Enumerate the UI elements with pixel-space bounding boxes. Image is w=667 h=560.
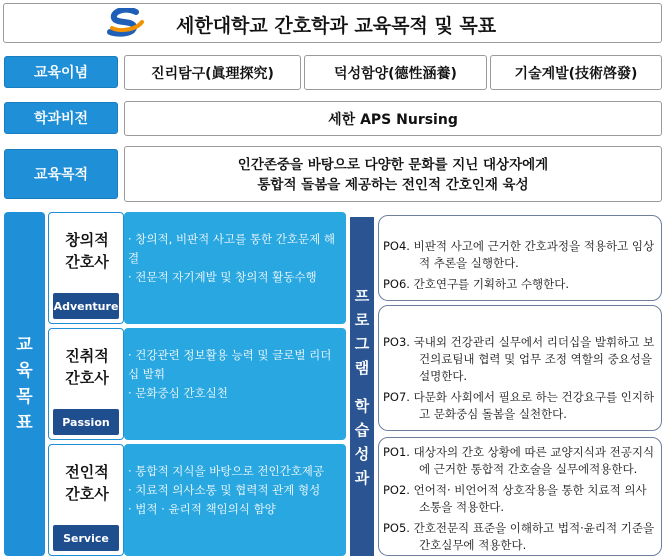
philosophy-item-virtue: 덕성함양(德性涵養) — [304, 55, 487, 90]
university-logo-icon — [106, 8, 146, 40]
philosophy-label: 교육이념 — [4, 56, 118, 88]
goal-tag-passion: Passion — [53, 409, 119, 435]
philosophy-item-skill: 기술계발(技術啓發) — [490, 55, 662, 90]
outcome-group-holistic: PO1. 대상자의 간호 상황에 따른 교양지식과 전공지식에 근거한 통합적 간호술을 실무에적용한다. PO2. 언어적· 비언어적 상호작용을 통한 치료적 의사소통을 적용한다. PO5. 간호전문직 표준을 이해하고 법적·윤리적 기준을 간호실무에 적용한다. — [378, 437, 662, 556]
goal-progressive — [48, 328, 346, 440]
goal-tag-service: Service — [53, 525, 119, 551]
outcome-group-creative: PO4. 비판적 사고에 근거한 간호과정을 적용하고 임상적 추론을 실행한다. PO6. 간호연구를 기획하고 수행한다. — [378, 215, 662, 301]
goal-creative — [48, 212, 346, 324]
goal-name-box: 전인적 간호사 Service — [48, 444, 124, 556]
goal-description: · 통합적 지식을 바탕으로 전인간호제공 · 치료적 의사소통 및 협력적 관계 형성 · 법적 · 윤리적 책임의식 함양 — [124, 444, 346, 556]
goal-name-box: 진취적 간호사 Passion — [48, 328, 124, 440]
goal-holistic — [48, 444, 346, 556]
outcomes-label: 프 로 그 램 학 습 성 과 — [350, 217, 374, 556]
purpose-line-2: 통합적 돌봄을 제공하는 전인적 간호인재 육성 — [257, 177, 529, 193]
purpose-label: 교육목적 — [4, 149, 118, 199]
philosophy-item-truth: 진리탐구(眞理探究) — [124, 55, 301, 90]
purpose-text-box — [124, 146, 662, 202]
outcome-group-progressive: PO3. 국내외 건강관리 실무에서 리더십을 발휘하고 보건의료팀내 협력 및 업무 조정 역할의 중요성을 설명한다. PO7. 다문화 사회에서 필요로 하는 건강요구를 인지하고 문화중심 돌봄을 실천한다. — [378, 305, 662, 431]
goals-label: 교 육 목 표 — [4, 212, 45, 556]
vision-text: 세한 APS Nursing — [124, 101, 662, 136]
goal-description: · 건강관련 정보활용 능력 및 글로벌 리더십 발휘 · 문화중심 간호실천 — [124, 328, 346, 440]
page-title: 세한대학교 간호학과 교육목적 및 목표 — [176, 15, 497, 37]
goal-tag-adventure: Adventure — [53, 293, 119, 319]
title-banner — [3, 3, 662, 43]
vision-label: 학과비전 — [4, 102, 118, 134]
goal-name-box: 창의적 간호사 Adventure — [48, 212, 124, 324]
goal-description: · 창의적, 비판적 사고를 통한 간호문제 해결 · 전문적 자기계발 및 창의적 활동수행 — [124, 212, 346, 324]
purpose-line-1: 인간존중을 바탕으로 다양한 문화를 지닌 대상자에게 — [237, 157, 549, 173]
